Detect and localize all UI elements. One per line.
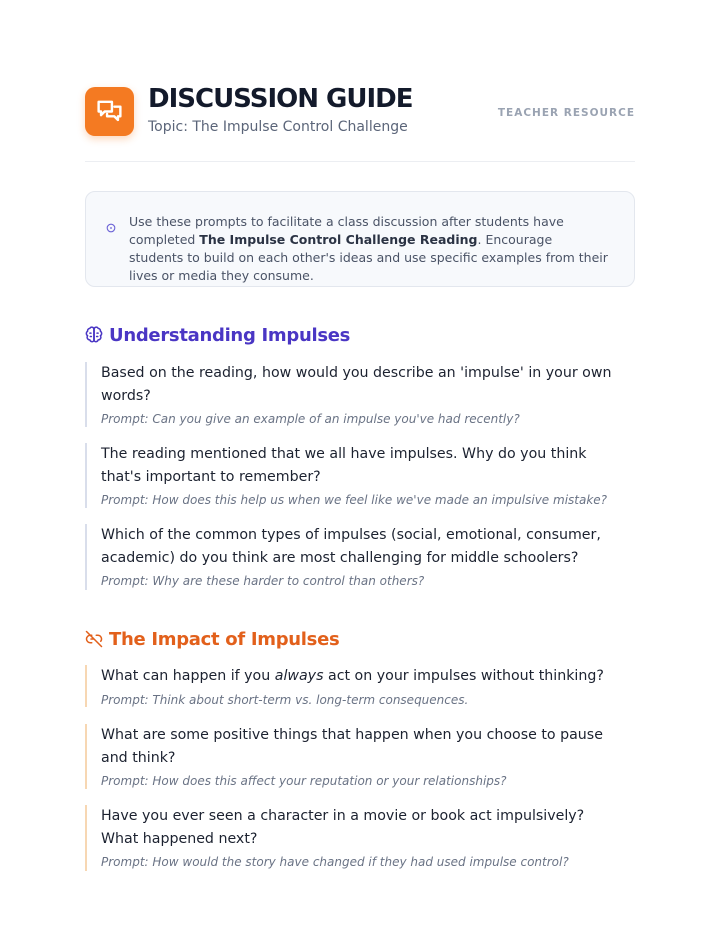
section-header	[85, 627, 339, 651]
instructions-box	[85, 191, 635, 287]
reading-title: The Impulse Control Challenge Reading	[199, 232, 478, 247]
broken-link-icon	[85, 630, 103, 648]
question-text: Have you ever seen a character in a movie or book act impulsively? What happened next?	[101, 808, 585, 847]
chat-bubbles-icon	[95, 97, 124, 126]
section-header	[85, 323, 350, 347]
section-title: The Impact of Impulses	[109, 628, 340, 650]
logo	[85, 87, 134, 136]
brain-icon	[85, 326, 103, 344]
section-title: Understanding Impulses	[109, 324, 351, 346]
question-item	[85, 443, 635, 508]
emphasis-text: always	[274, 668, 324, 684]
question-item	[85, 362, 635, 427]
question-item	[85, 665, 635, 707]
instructions-text: Use these prompts to facilitate a class discussion after students have completed The Impulse Control Challenge Reading. Encourage students to build on each other's ideas and use specific examples from their lives or media they consume.	[129, 214, 608, 283]
info-icon	[106, 223, 116, 233]
question-prompt: Prompt: How does this affect your reputation or your relationships?	[101, 774, 507, 788]
page-subtitle: Topic: The Impulse Control Challenge	[148, 119, 408, 135]
question-text: Which of the common types of impulses (social, emotional, consumer, academic) do you think are most challenging for middle schoolers?	[101, 527, 601, 566]
question-item	[85, 805, 635, 871]
resource-tag: TEACHER RESOURCE	[497, 107, 635, 119]
page-header	[85, 0, 635, 162]
question-text: What can happen if you always act on your impulses without thinking?	[101, 668, 604, 684]
question-prompt: Prompt: How would the story have changed if they had used impulse control?	[101, 855, 569, 869]
question-item	[85, 724, 635, 789]
question-prompt: Prompt: How does this help us when we feel like we've made an impulsive mistake?	[101, 493, 608, 507]
question-prompt: Prompt: Think about short-term vs. long-term consequences.	[101, 692, 469, 707]
question-item	[85, 524, 635, 590]
question-text: What are some positive things that happen when you choose to pause and think?	[101, 727, 603, 766]
question-text: Based on the reading, how would you describe an 'impulse' in your own words?	[101, 365, 612, 404]
page-title: DISCUSSION GUIDE	[148, 84, 413, 114]
question-prompt: Prompt: Can you give an example of an impulse you've had recently?	[101, 412, 520, 426]
question-prompt: Prompt: Why are these harder to control than others?	[101, 574, 425, 588]
question-text: The reading mentioned that we all have impulses. Why do you think that's important to remember?	[101, 446, 587, 485]
discussion-guide-page	[85, 0, 635, 869]
